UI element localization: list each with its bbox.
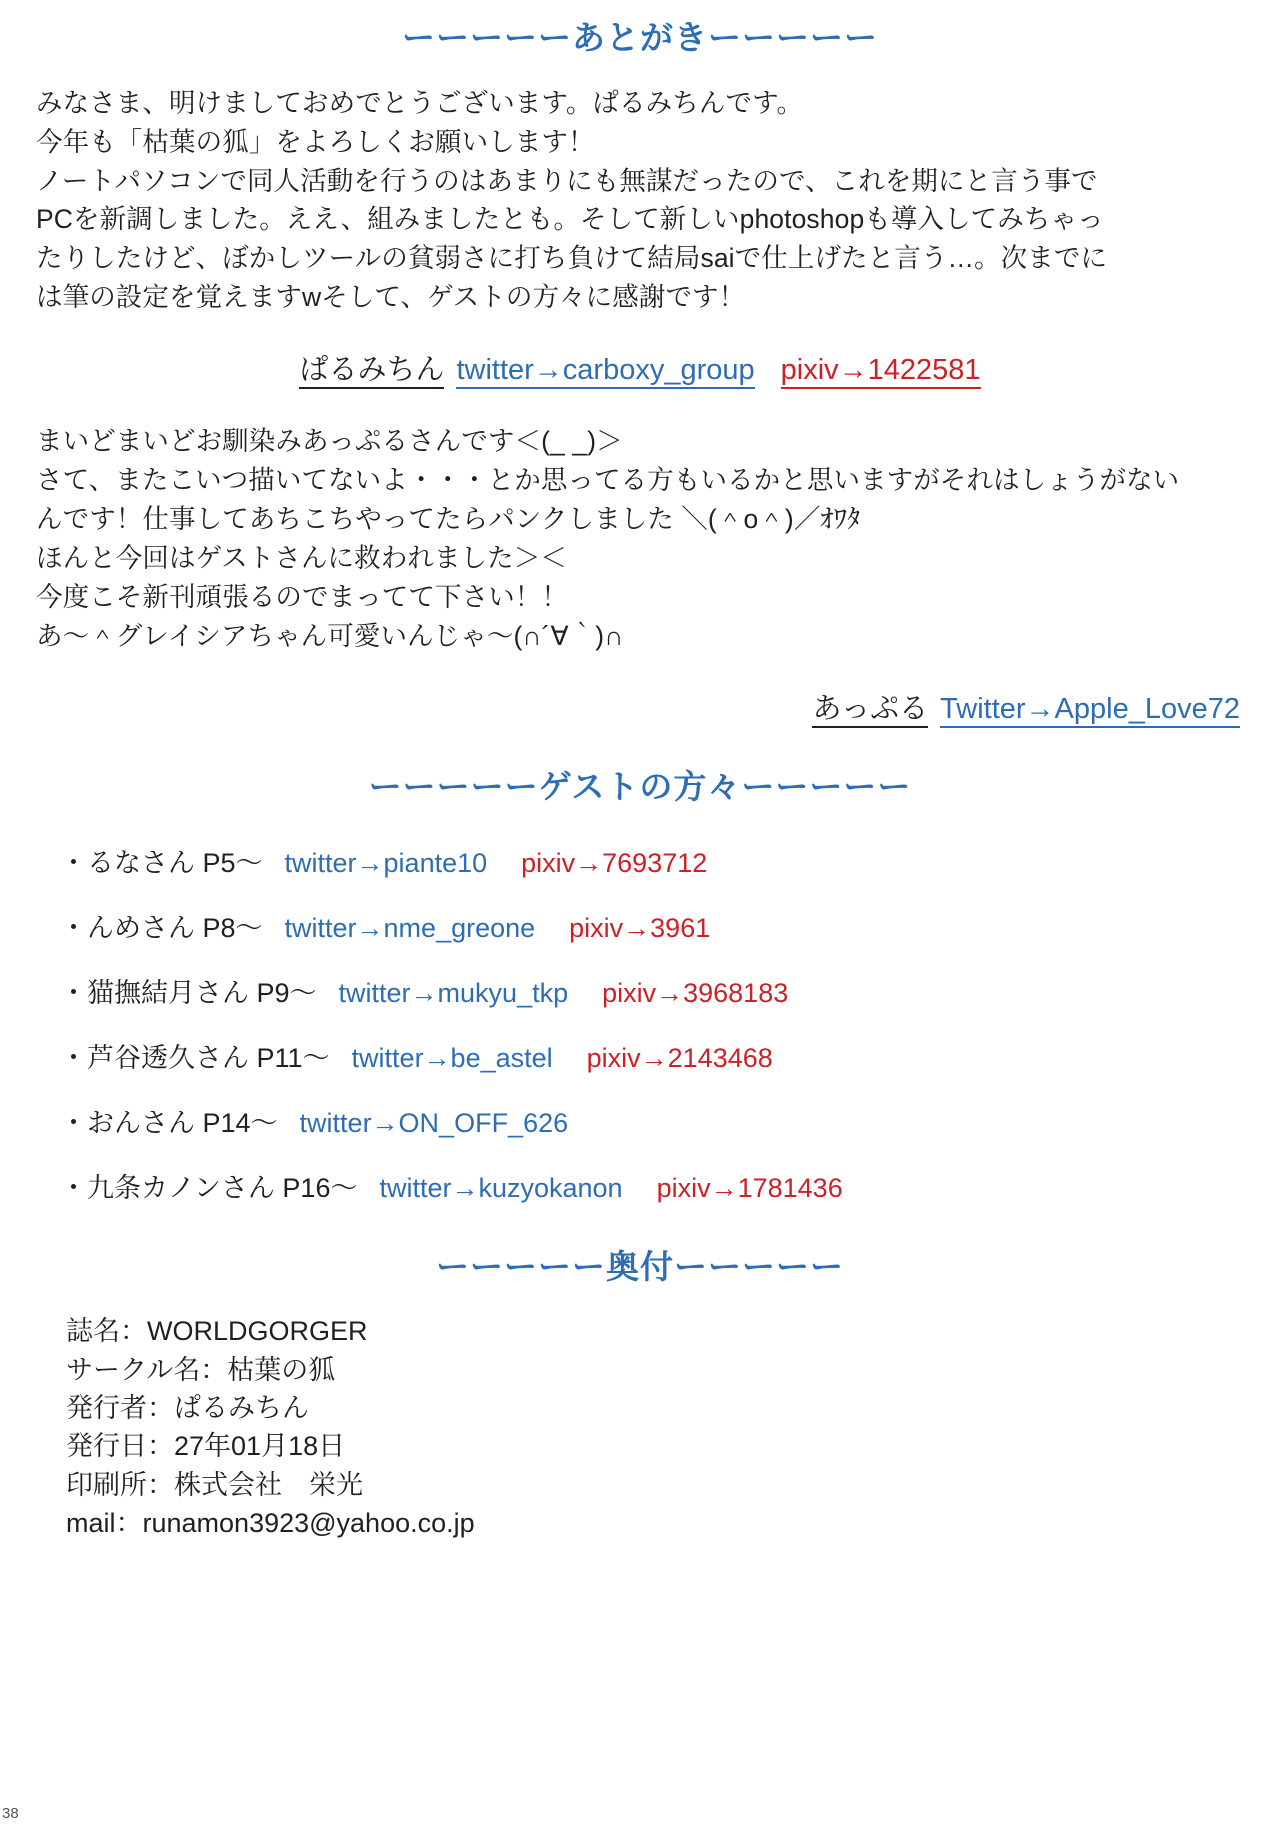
author-pixiv-link[interactable]: pixiv→1422581 [781, 354, 981, 389]
guest-list [36, 841, 1244, 1205]
guest-twitter-link[interactable]: twitter→nme_greone [284, 912, 536, 943]
afterword-two-line: ほんと今回はゲストさんに救われました＞＜ [36, 543, 567, 574]
author-twitter-link[interactable]: twitter→carboxy_group [456, 354, 754, 389]
guest-author-twitter-link[interactable]: Twitter→Apple_Love72 [940, 693, 1240, 728]
guest-name: ・猫撫結月さん P9〜 [60, 977, 317, 1008]
afterword-line: ノートパソコンで同人活動を行うのはあまりにも無謀だったので、これを期にと言う事で [36, 165, 1098, 196]
colophon-publisher: 発行者：ぱるみちん [66, 1392, 309, 1423]
guest-pixiv-link[interactable]: pixiv→3968183 [602, 977, 789, 1008]
guest-twitter-link[interactable]: twitter→piante10 [284, 847, 488, 878]
colophon-heading: ーーーーー奥付ーーーーー [436, 1247, 844, 1285]
afterword-two-line: 今度こそ新刊頑張るのでまってて下さい！！ [36, 582, 568, 613]
afterword-body-two [36, 422, 1244, 656]
afterword-line: PCを新調しました。ええ、組みましたとも。そして新しいphotoshopも導入してみちゃっ [36, 204, 1104, 235]
afterword-line: 今年も「枯葉の狐」をよろしくお願いします！ [36, 126, 595, 157]
list-item [36, 906, 1244, 945]
guest-author-name: あっぷる [812, 693, 928, 728]
list-item [36, 1101, 1244, 1140]
afterword-two-line: さて、またこいつ描いてないよ・・・とか思ってる方もいるかと思いますがそれはしょうがない [36, 465, 1180, 496]
afterword-two-line: んです！仕事してあちこちやってたらパンクしました ＼(＾o＾)／ｵﾜﾀ [36, 504, 861, 535]
guest-pixiv-link[interactable]: pixiv→7693712 [521, 847, 708, 878]
afterword-line: は筆の設定を覚えますwそして、ゲストの方々に感謝です！ [36, 282, 746, 313]
guest-name: ・んめさん P8〜 [60, 912, 263, 943]
author-name: ぱるみちん [299, 354, 444, 389]
guest-twitter-link[interactable]: twitter→kuzyokanon [379, 1172, 623, 1203]
afterword-heading: ーーーーーあとがきーーーーー [402, 19, 878, 56]
colophon-body [36, 1312, 1244, 1542]
guest-name: ・芦谷透久さん P11〜 [60, 1042, 330, 1073]
colophon-printer: 印刷所：株式会社 栄光 [66, 1469, 363, 1500]
list-item [36, 971, 1244, 1010]
guest-pixiv-link[interactable]: pixiv→3961 [569, 912, 711, 943]
afterword-body [36, 84, 1244, 318]
guest-twitter-link[interactable]: twitter→mukyu_tkp [338, 977, 569, 1008]
afterword-line: たりしたけど、ぼかしツールの貧弱さに打ち負けて結局saiで仕上げたと言う…。次までに [36, 243, 1108, 274]
guest-twitter-link[interactable]: twitter→ON_OFF_626 [299, 1107, 569, 1138]
afterword-two-line: あ〜＾グレイシアちゃん可愛いんじゃ〜(∩´∀｀)∩ [36, 621, 624, 652]
guest-twitter-link[interactable]: twitter→be_astel [351, 1042, 553, 1073]
colophon-title: 誌名：WORLDGORGER [66, 1316, 368, 1347]
list-item [36, 1036, 1244, 1075]
author-credit-apple [36, 686, 1244, 727]
page-root [0, 18, 1280, 1836]
guest-name: ・おんさん P14〜 [60, 1107, 278, 1138]
page-number: 38 [2, 1805, 19, 1822]
guest-pixiv-link[interactable]: pixiv→1781436 [656, 1172, 843, 1203]
colophon-date: 発行日：27年01月18日 [66, 1431, 346, 1462]
guest-pixiv-link[interactable]: pixiv→2143468 [586, 1042, 773, 1073]
guests-heading: ーーーーーゲストの方々ーーーーー [368, 768, 912, 806]
list-item [36, 841, 1244, 880]
author-credit-parumichin [36, 347, 1244, 388]
guest-name: ・るなさん P5〜 [60, 847, 263, 878]
afterword-line: みなさま、明けましておめでとうございます。ぱるみちんです。 [36, 87, 804, 118]
colophon-mail: mail：runamon3923@yahoo.co.jp [66, 1507, 475, 1538]
guest-name: ・九条カノンさん P16〜 [60, 1172, 358, 1203]
afterword-two-line: まいどまいどお馴染みあっぷるさんです＜(_ _)＞ [36, 426, 623, 457]
list-item [36, 1166, 1244, 1205]
colophon-circle: サークル名：枯葉の狐 [66, 1354, 336, 1385]
